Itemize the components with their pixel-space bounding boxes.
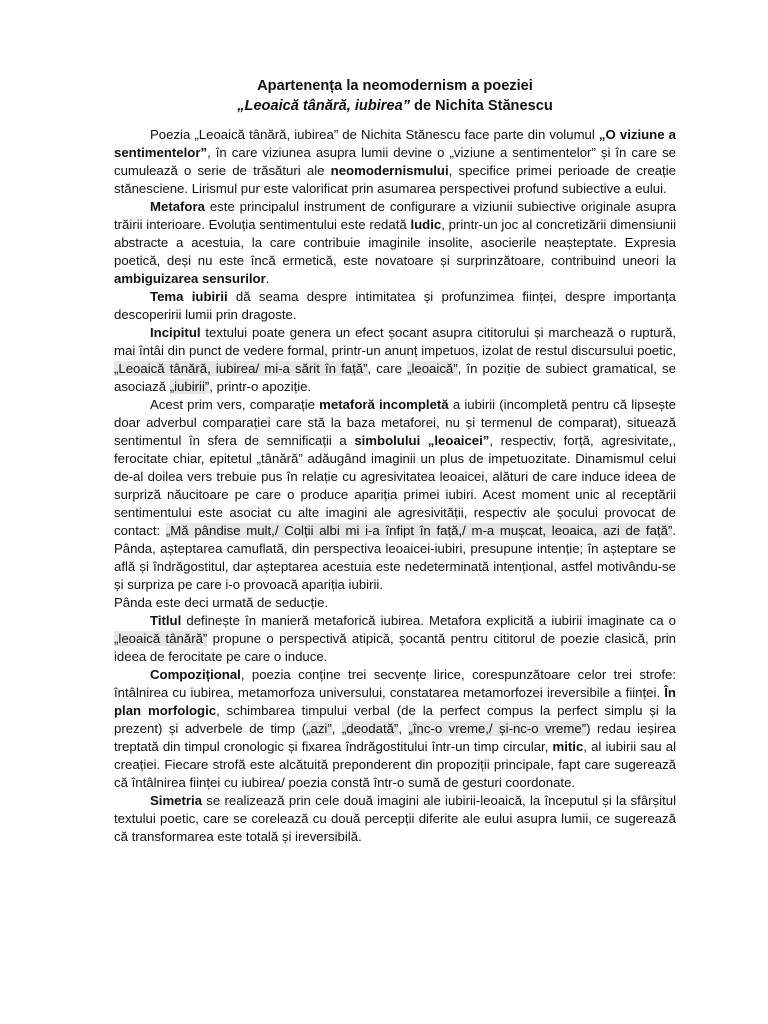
bold-term: neomodernismului: [330, 163, 449, 178]
title-poem-name: „Leoaică tânără, iubirea”: [237, 98, 410, 114]
bold-term: Tema iubirii: [150, 289, 228, 304]
paragraph-5: [114, 396, 676, 594]
bold-term: Incipitul: [150, 325, 201, 340]
title-author: de Nichita Stănescu: [410, 98, 553, 114]
text-run: textului poate genera un efect șocant asupra cititorului și marchează o ruptură, mai întâi din punct de vedere formal, printr-un anunț impetuos, izolat de restul discursului poetic,: [114, 325, 676, 358]
bold-term: Metafora: [150, 199, 205, 214]
bold-term: ambiguizarea sensurilor: [114, 271, 266, 286]
highlighted-quote: „Mă pândise mult,/ Colții albi mi i-a înfipt în față,/ m-a mușcat, leoaica, azi de față”: [165, 523, 673, 538]
bold-term: ludic: [410, 217, 442, 232]
text-run: , poezia conține trei secvențe lirice, corespunzătoare celor trei strofe: întâlnirea cu iubirea, metamorfoza universului, constatarea metamorfozei ireversibile a ființei.: [114, 667, 676, 700]
bold-term: Compozițional: [150, 667, 241, 682]
paragraph-7: [114, 612, 676, 666]
bold-term: „O viziune a sentimentelor”: [114, 127, 676, 160]
bold-term: În plan morfologic: [114, 685, 676, 718]
document-title: [114, 76, 676, 116]
highlighted-quote: „Leoaică tânără, iubirea/ mi-a sărit în față”: [114, 361, 368, 376]
document-body: [114, 126, 676, 846]
text-run: .: [265, 271, 270, 286]
text-run: a iubirii (incompletă pentru că lipsește doar adverbul comparației care stă la baza metaforei, nu și termenul de comparat), situează sentimentul în sfera de semnificații a: [114, 397, 676, 448]
bold-term: mitic: [552, 739, 584, 754]
highlighted-quote: „leoaică tânără”: [114, 631, 208, 646]
text-run: este principalul instrument de configurare a viziunii subiective originale asupra trăirii interioare. Evoluția sentimentului este redată: [114, 199, 676, 232]
bold-term: Simetria: [150, 793, 203, 808]
text-run: propune o perspectivă atipică, șocantă pentru cititorul de poezie clasică, prin ideea de ferocitate pe care o induce.: [114, 631, 676, 664]
text-run: Pânda este deci urmată de seducție.: [114, 595, 329, 610]
text-run: , printr-un joc al concretizării dimensiunii abstracte a acestuia, la care contribuie imaginile insolite, asocierile neașteptate. Expresia poetică, deși nu este încă ermetică, este novatoare și surprinzătoare, contribuind uneori la: [114, 217, 676, 268]
paragraph-9: [114, 792, 676, 846]
text-run: se realizează prin cele două imagini ale iubirii-leoaică, la începutul și la sfârșitul textului poetic, care se corelează cu două percepții diferite ale eului asupra lumii, ce sugerează că transformarea este totală și ireversibilă.: [114, 793, 676, 844]
highlighted-quote: „leoaică”: [407, 361, 458, 376]
text-run: ) redau ieșirea treptată din timpul cronologic și fixarea îndrăgostitului într-un timp circular,: [114, 721, 676, 754]
bold-term: Titlul: [150, 613, 182, 628]
paragraph-3: [114, 288, 676, 324]
paragraph-8: [114, 666, 676, 792]
paragraph-2: [114, 198, 676, 288]
text-run: dă seama despre intimitatea și profunzimea ființei, despre importanța descoperirii lumii prin dragoste.: [114, 289, 676, 322]
bold-term: simbolului „leoaicei”: [354, 433, 490, 448]
text-run: , în poziție de subiect gramatical, se asociază: [114, 361, 676, 394]
text-run: , printr-o apoziție.: [209, 379, 312, 394]
text-run: , specifice primei perioade de creație stănesciene. Lirismul pur este valorificat prin asumarea perspectivei profund subiective a eului.: [114, 163, 676, 196]
text-run: ,: [398, 721, 409, 736]
text-run: , schimbarea timpului verbal (de la perfect compus la perfect simplu și la prezent) și adverbele de timp (: [114, 703, 676, 736]
highlighted-quote: „înc-o vreme,/ și-nc-o vreme”: [408, 721, 587, 736]
paragraph-6: [114, 594, 676, 612]
title-line-1: Apartenența la neomodernism a poeziei: [257, 78, 533, 94]
paragraph-1: [114, 126, 676, 198]
paragraph-4: [114, 324, 676, 396]
bold-term: metaforă incompletă: [319, 397, 449, 412]
highlighted-quote: „deodată”: [341, 721, 399, 736]
text-run: , în care viziunea asupra lumii devine o „viziune a sentimentelor” și în care se cumulează o serie de trăsături ale: [114, 145, 676, 178]
text-run: , al iubirii sau al creației. Fiecare strofă este alcătuită preponderent din propoziții principale, fapt care sugerează că întâlnirea ființei cu iubirea/ poezia constă într-o sumă de gesturi coordonate.: [114, 739, 677, 790]
highlighted-quote: „azi”: [306, 721, 332, 736]
text-run: , care: [367, 361, 408, 376]
text-run: . Pânda, așteptarea camuflată, din perspectiva leoaicei-iubiri, presupune intenție; în așteptare se află și îndrăgostitul, dar așteptarea acestuia este nedeterminată intențional, astfel motivându-se și surpriza pe care i-o provoacă apariția iubirii.: [114, 523, 676, 592]
text-run: , respectiv, forță, agresivitate,, ferocitate chiar, epitetul „tânără” adăugând imaginii un plus de impetuozitate. Dinamismul celui de-al doilea vers trebuie pus în relație cu agresivitatea leoaicei, alături de care induce ideea de surpriză năucitoare pe care o produce apariția primei iubiri. Acest moment unic al receptării sentimentului este asociat cu alte imagini ale agresivității, respectiv ale șocului provocat de contact:: [114, 433, 676, 538]
text-run: definește în manieră metaforică iubirea. Metafora explicită a iubirii imaginate ca o: [181, 613, 676, 628]
highlighted-quote: „iubirii”: [169, 379, 210, 394]
text-run: Acest prim vers, comparație: [150, 397, 320, 412]
text-run: ,: [331, 721, 342, 736]
title-line-2: [114, 96, 676, 116]
text-run: Poezia „Leoaică tânără, iubirea” de Nichita Stănescu face parte din volumul: [150, 127, 599, 142]
